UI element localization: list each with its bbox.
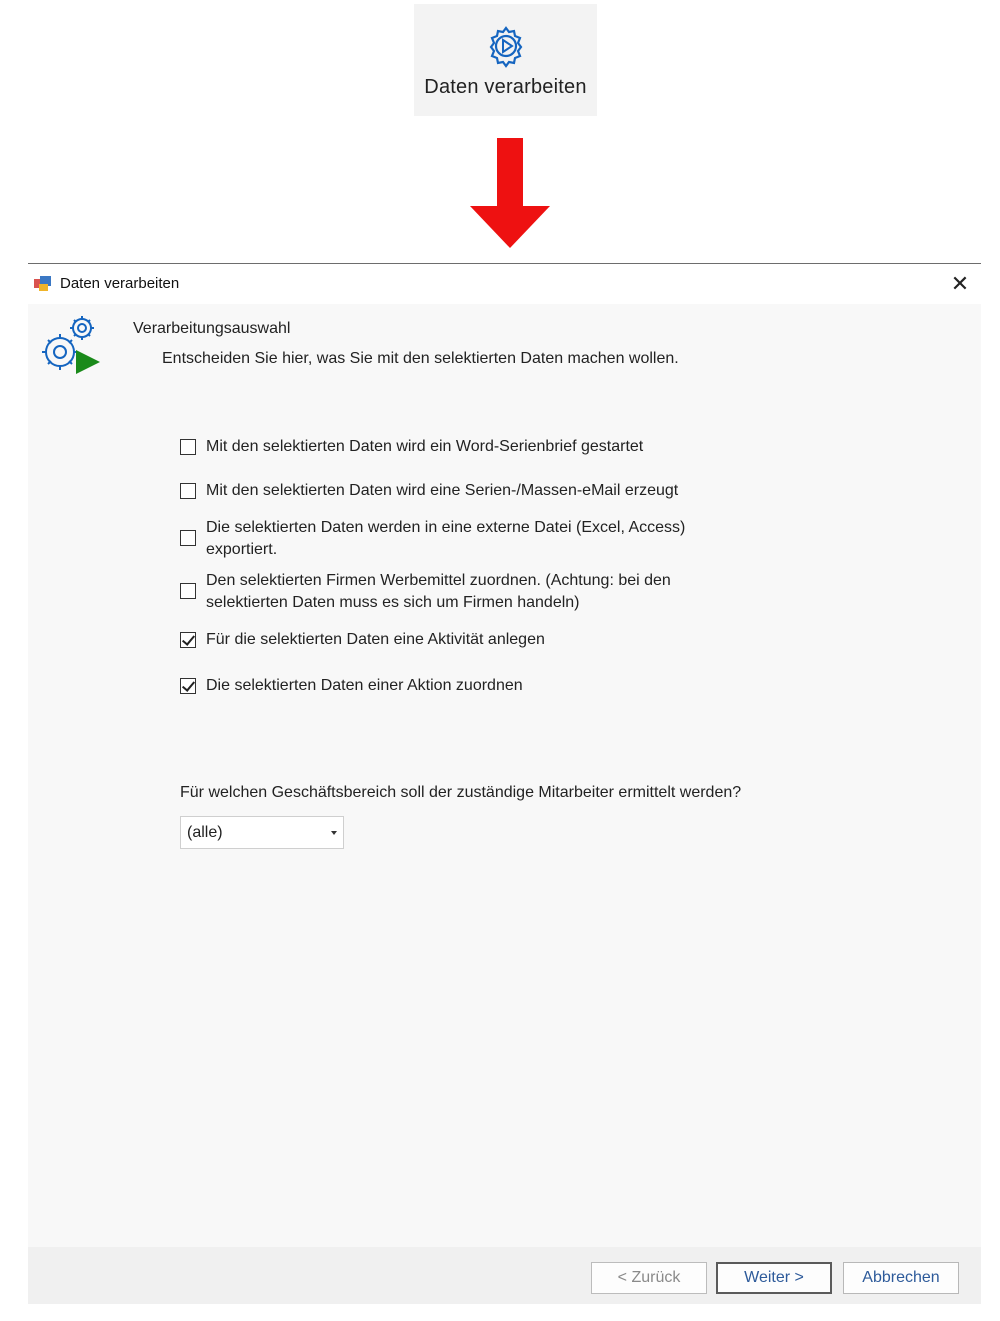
checkbox[interactable] <box>180 483 196 499</box>
option-label: Die selektierten Daten werden in eine externe Datei (Excel, Access) exportiert. <box>206 519 686 558</box>
section-title: Verarbeitungsauswahl <box>133 320 291 337</box>
option-werbemittel-zuordnen[interactable] <box>180 570 726 614</box>
daten-verarbeiten-ribbon-button[interactable] <box>414 4 597 116</box>
option-export-datei[interactable] <box>180 517 726 561</box>
arrow-down-icon <box>470 138 550 248</box>
checkbox[interactable] <box>180 583 196 599</box>
option-word-serienbrief[interactable] <box>180 436 726 458</box>
option-aktivitaet-anlegen[interactable] <box>180 629 726 651</box>
option-label: Mit den selektierten Daten wird eine Serien-/Massen-eMail erzeugt <box>206 482 679 499</box>
dropdown-value: (alle) <box>187 824 223 841</box>
option-aktion-zuordnen[interactable] <box>180 675 726 697</box>
cancel-button[interactable]: Abbrechen <box>843 1262 959 1294</box>
title-bar <box>28 264 981 304</box>
checkbox[interactable] <box>180 439 196 455</box>
option-label: Mit den selektierten Daten wird ein Word-Serienbrief gestartet <box>206 438 644 455</box>
dialog-window <box>28 263 981 1304</box>
ribbon-button-label: Daten verarbeiten <box>424 76 587 98</box>
option-label: Den selektierten Firmen Werbemittel zuordnen. (Achtung: bei den selektierten Daten muss es sich um Firmen handeln) <box>206 572 671 611</box>
next-button[interactable]: Weiter > <box>716 1262 832 1294</box>
section-description: Entscheiden Sie hier, was Sie mit den selektierten Daten machen wollen. <box>162 350 679 367</box>
close-icon: ✕ <box>950 271 970 296</box>
close-button[interactable] <box>947 271 973 297</box>
checkbox-checked[interactable] <box>180 678 196 694</box>
gear-play-icon <box>484 24 528 68</box>
option-label: Für die selektierten Daten eine Aktivität anlegen <box>206 631 545 648</box>
option-label: Die selektierten Daten einer Aktion zuordnen <box>206 677 523 694</box>
dialog-title: Daten verarbeiten <box>60 275 180 292</box>
option-serien-email[interactable] <box>180 480 726 502</box>
chevron-down-icon <box>331 831 337 835</box>
app-window-icon <box>34 276 52 292</box>
geschaeftsbereich-dropdown[interactable] <box>180 816 344 849</box>
checkbox-checked[interactable] <box>180 632 196 648</box>
dialog-footer <box>28 1247 981 1304</box>
back-button[interactable]: < Zurück <box>591 1262 707 1294</box>
checkbox[interactable] <box>180 530 196 546</box>
geschaeftsbereich-question: Für welchen Geschäftsbereich soll der zuständige Mitarbeiter ermittelt werden? <box>180 784 742 801</box>
gears-play-icon <box>40 314 104 376</box>
